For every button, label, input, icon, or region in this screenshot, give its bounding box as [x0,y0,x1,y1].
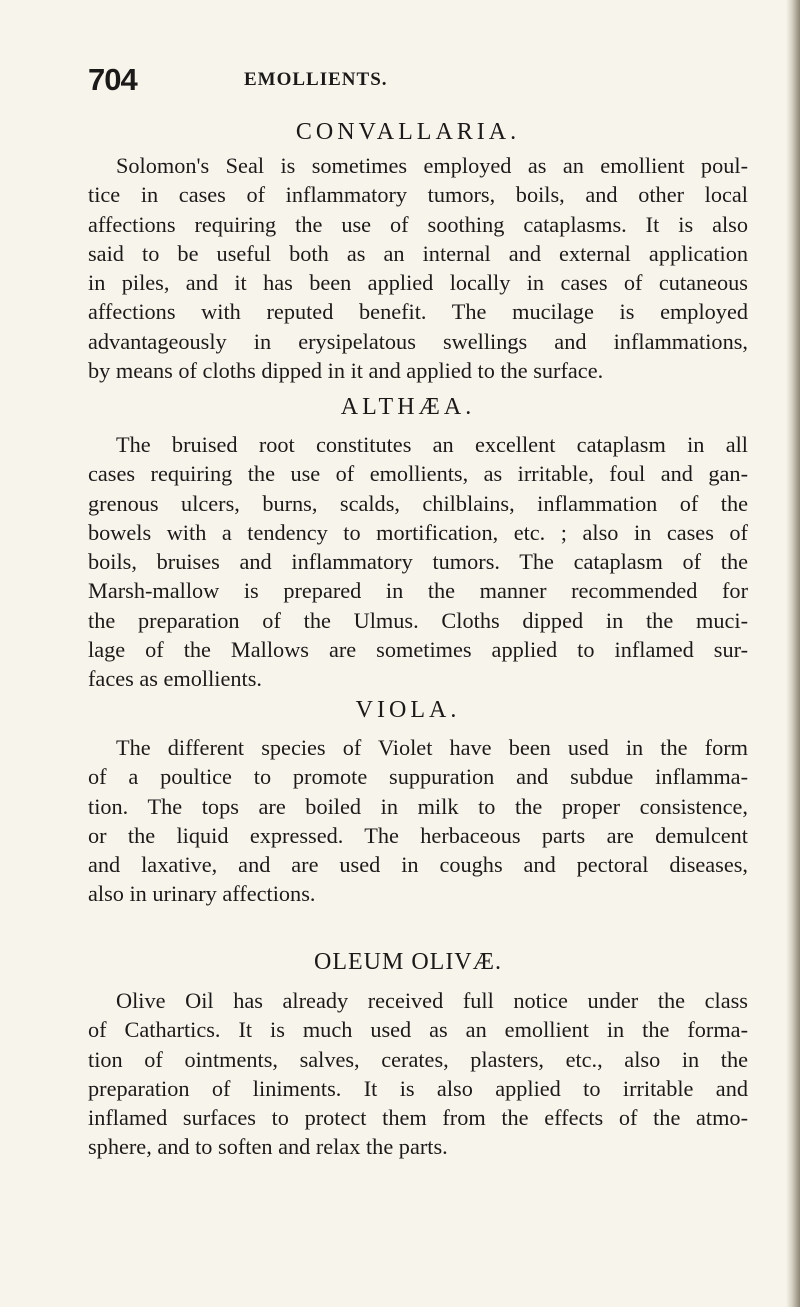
text-line: bowels with a tendency to mortification, etc. ; also in cases of [88,519,748,545]
text-line: affections requiring the use of soothing cataplasms. It is also [88,211,748,237]
text-line: The bruised root constitutes an excellent cataplasm in all [116,432,748,457]
text-line: affections with reputed benefit. The mucilage is employed [88,299,748,325]
text-line: of a poultice to promote suppuration and subdue inflamma- [88,764,748,790]
text-line: cases requiring the use of emollients, as irritable, foul and gan- [88,461,748,487]
text-line: by means of cloths dipped in it and applied to the surface. [88,358,604,384]
text-line: preparation of liniments. It is also applied to irritable and [88,1075,748,1101]
section-text-viola [88,733,748,909]
section-text-oleum-olivae [88,986,748,1162]
section-heading-convallaria: CONVALLARIA. [295,119,521,145]
text-line: or the liquid expressed. The herbaceous parts are demulcent [88,822,748,848]
text-line: Solomon's Seal is sometimes employed as an emollient poul- [116,153,748,178]
text-line: Marsh-mallow is prepared in the manner recommended for [88,578,748,604]
text-line: grenous ulcers, burns, scalds, chilblains, inflammation of the [88,490,748,516]
text-line: the preparation of the Ulmus. Cloths dipped in the muci- [88,607,748,633]
text-line: of Cathartics. It is much used as an emollient in the forma- [88,1017,748,1043]
text-line: also in urinary affections. [88,881,316,907]
text-line: lage of the Mallows are sometimes applied to inflamed sur- [88,637,748,663]
text-line: in piles, and it has been applied locally in cases of cutaneous [88,270,748,296]
section-text-althaea [88,430,748,694]
text-line: and laxative, and are used in coughs and pectoral diseases, [88,852,748,878]
text-line: Olive Oil has already received full notice under the class [116,988,748,1013]
running-head: EMOLLIENTS. [244,69,388,90]
text-line: tion of ointments, salves, cerates, plasters, etc., also in the [88,1046,748,1072]
text-line: said to be useful both as an internal and external application [88,240,748,266]
page-edge-shadow [786,0,800,1307]
text-line: faces as emollients. [88,666,262,692]
text-line: sphere, and to soften and relax the parts. [88,1134,448,1160]
text-line: tion. The tops are boiled in milk to the proper consistence, [88,793,748,819]
page-number: 704 [88,62,137,97]
section-heading-althaea: ALTHÆA. [340,394,476,420]
section-heading-viola: VIOLA. [355,697,461,723]
text-line: boils, bruises and inflammatory tumors. The cataplasm of the [88,549,748,575]
section-heading-oleum-olivae: OLEUM OLIVÆ. [314,949,502,975]
text-line: inflamed surfaces to protect them from the effects of the atmo- [88,1105,748,1131]
text-line: tice in cases of inflammatory tumors, boils, and other local [88,182,748,208]
page-header [88,60,728,100]
text-line: The different species of Violet have been used in the form [116,735,748,760]
section-text-convallaria [88,151,748,385]
text-line: advantageously in erysipelatous swellings and inflammations, [88,328,748,354]
